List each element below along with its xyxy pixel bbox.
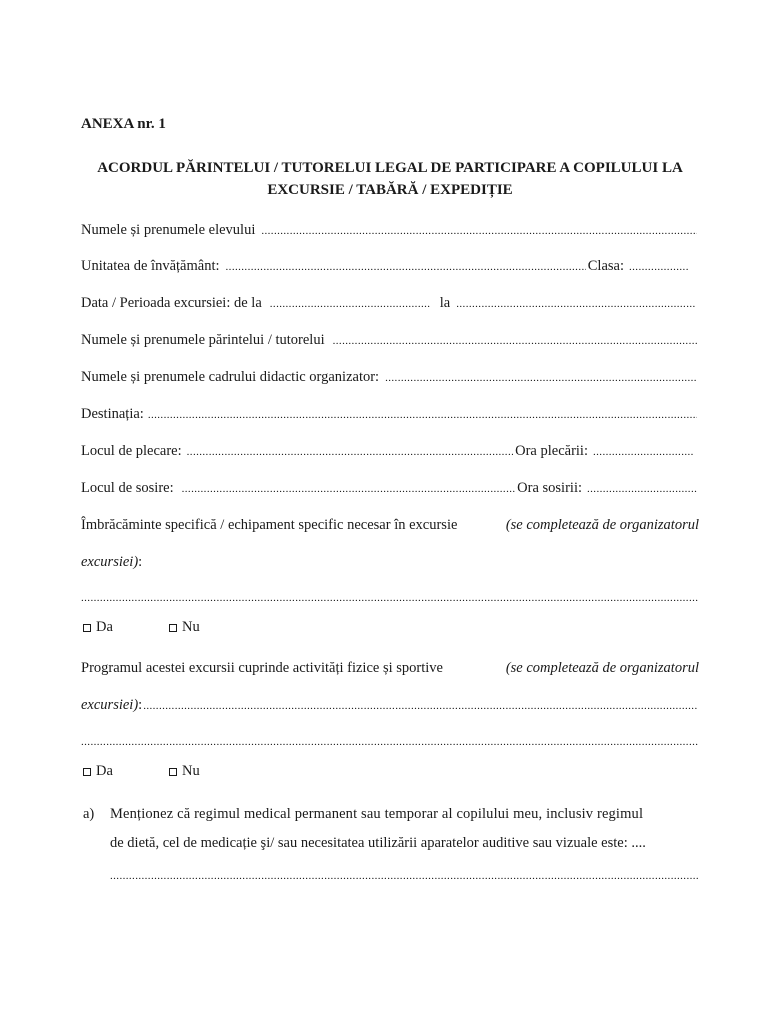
teacher-name-blank[interactable] bbox=[385, 372, 697, 384]
program-colon: : bbox=[138, 697, 143, 713]
annex-label: ANEXA nr. 1 bbox=[81, 116, 166, 132]
class-label: Clasa: bbox=[587, 258, 624, 274]
equipment-no-option[interactable] bbox=[169, 619, 200, 636]
school-label: Unitatea de învățământ: bbox=[81, 258, 220, 274]
parent-name-blank[interactable] bbox=[333, 335, 697, 347]
arrival-place-label: Locul de sosire: bbox=[81, 480, 174, 496]
arrival-time-blank[interactable] bbox=[587, 483, 697, 495]
medical-line-2: de dietă, cel de medicație şi/ sau necesitatea utilizării aparatelor auditive sau vizuale este: .... bbox=[110, 835, 646, 851]
period-to-label: la bbox=[439, 295, 451, 311]
destination-label: Destinația: bbox=[81, 406, 144, 422]
program-paragraph-line-1 bbox=[81, 660, 699, 677]
form-title-line-1: ACORDUL PĂRINTELUI / TUTORELUI LEGAL DE PARTICIPARE A COPILULUI LA bbox=[97, 160, 683, 176]
program-note-cont: excursiei) bbox=[81, 697, 139, 713]
school-field[interactable] bbox=[81, 258, 699, 278]
school-blank[interactable] bbox=[226, 261, 586, 273]
checkbox-icon[interactable] bbox=[169, 624, 177, 632]
student-name-blank[interactable] bbox=[261, 225, 697, 237]
checkbox-icon[interactable] bbox=[83, 768, 91, 776]
medical-line-1: Menționez că regimul medical permanent sau temporar al copilului meu, inclusiv regimul bbox=[110, 806, 644, 822]
checkbox-icon[interactable] bbox=[169, 768, 177, 776]
equipment-text: Îmbrăcăminte specifică / echipament specific necesar în excursie bbox=[81, 517, 458, 533]
period-from-blank[interactable] bbox=[270, 298, 430, 310]
period-field[interactable] bbox=[81, 295, 699, 315]
program-paragraph-line-2[interactable] bbox=[81, 697, 699, 717]
equipment-no-label: Nu bbox=[182, 619, 200, 635]
program-blank-line[interactable] bbox=[81, 736, 699, 748]
arrival-field[interactable] bbox=[81, 480, 699, 500]
equipment-yes-label: Da bbox=[96, 619, 113, 635]
equipment-note-cont: excursiei) bbox=[81, 554, 139, 570]
student-name-label: Numele și prenumele elevului bbox=[81, 222, 256, 238]
arrival-time-label: Ora sosirii: bbox=[517, 480, 582, 496]
program-yes-option[interactable] bbox=[83, 763, 113, 780]
program-text: Programul acestei excursii cuprinde activități fizice și sportive bbox=[81, 660, 443, 676]
period-to-blank[interactable] bbox=[456, 298, 695, 310]
medical-marker: a) bbox=[83, 806, 95, 822]
parent-name-label: Numele și prenumele părintelui / tutorelui bbox=[81, 332, 325, 348]
parent-name-field[interactable] bbox=[81, 332, 699, 352]
program-note: (se completează de organizatorul bbox=[505, 660, 699, 676]
equipment-yes-option[interactable] bbox=[83, 619, 113, 636]
program-no-option[interactable] bbox=[169, 763, 200, 780]
departure-field[interactable] bbox=[81, 443, 699, 463]
teacher-name-field[interactable] bbox=[81, 369, 699, 389]
program-yes-label: Da bbox=[96, 763, 113, 779]
destination-field[interactable] bbox=[81, 406, 699, 426]
equipment-paragraph-line-2 bbox=[81, 554, 699, 571]
departure-time-blank[interactable] bbox=[593, 446, 693, 458]
departure-time-label: Ora plecării: bbox=[515, 443, 588, 459]
equipment-paragraph-line-1 bbox=[81, 517, 699, 534]
departure-place-blank[interactable] bbox=[187, 446, 513, 458]
class-blank[interactable] bbox=[629, 261, 689, 273]
teacher-name-label: Numele și prenumele cadrului didactic organizator: bbox=[81, 369, 380, 385]
form-title-line-2: EXCURSIE / TABĂRĂ / EXPEDIȚIE bbox=[267, 182, 513, 198]
arrival-place-blank[interactable] bbox=[182, 483, 516, 495]
equipment-blank-line[interactable] bbox=[81, 592, 699, 604]
equipment-note: (se completează de organizatorul bbox=[505, 517, 699, 533]
medical-blank-line[interactable] bbox=[110, 870, 699, 882]
destination-blank[interactable] bbox=[148, 409, 697, 421]
program-blank[interactable] bbox=[143, 700, 697, 712]
period-from-label: Data / Perioada excursiei: de la bbox=[81, 295, 262, 311]
program-no-label: Nu bbox=[182, 763, 200, 779]
equipment-colon: : bbox=[138, 554, 143, 570]
departure-place-label: Locul de plecare: bbox=[81, 443, 182, 459]
student-name-field[interactable] bbox=[81, 222, 699, 242]
checkbox-icon[interactable] bbox=[83, 624, 91, 632]
